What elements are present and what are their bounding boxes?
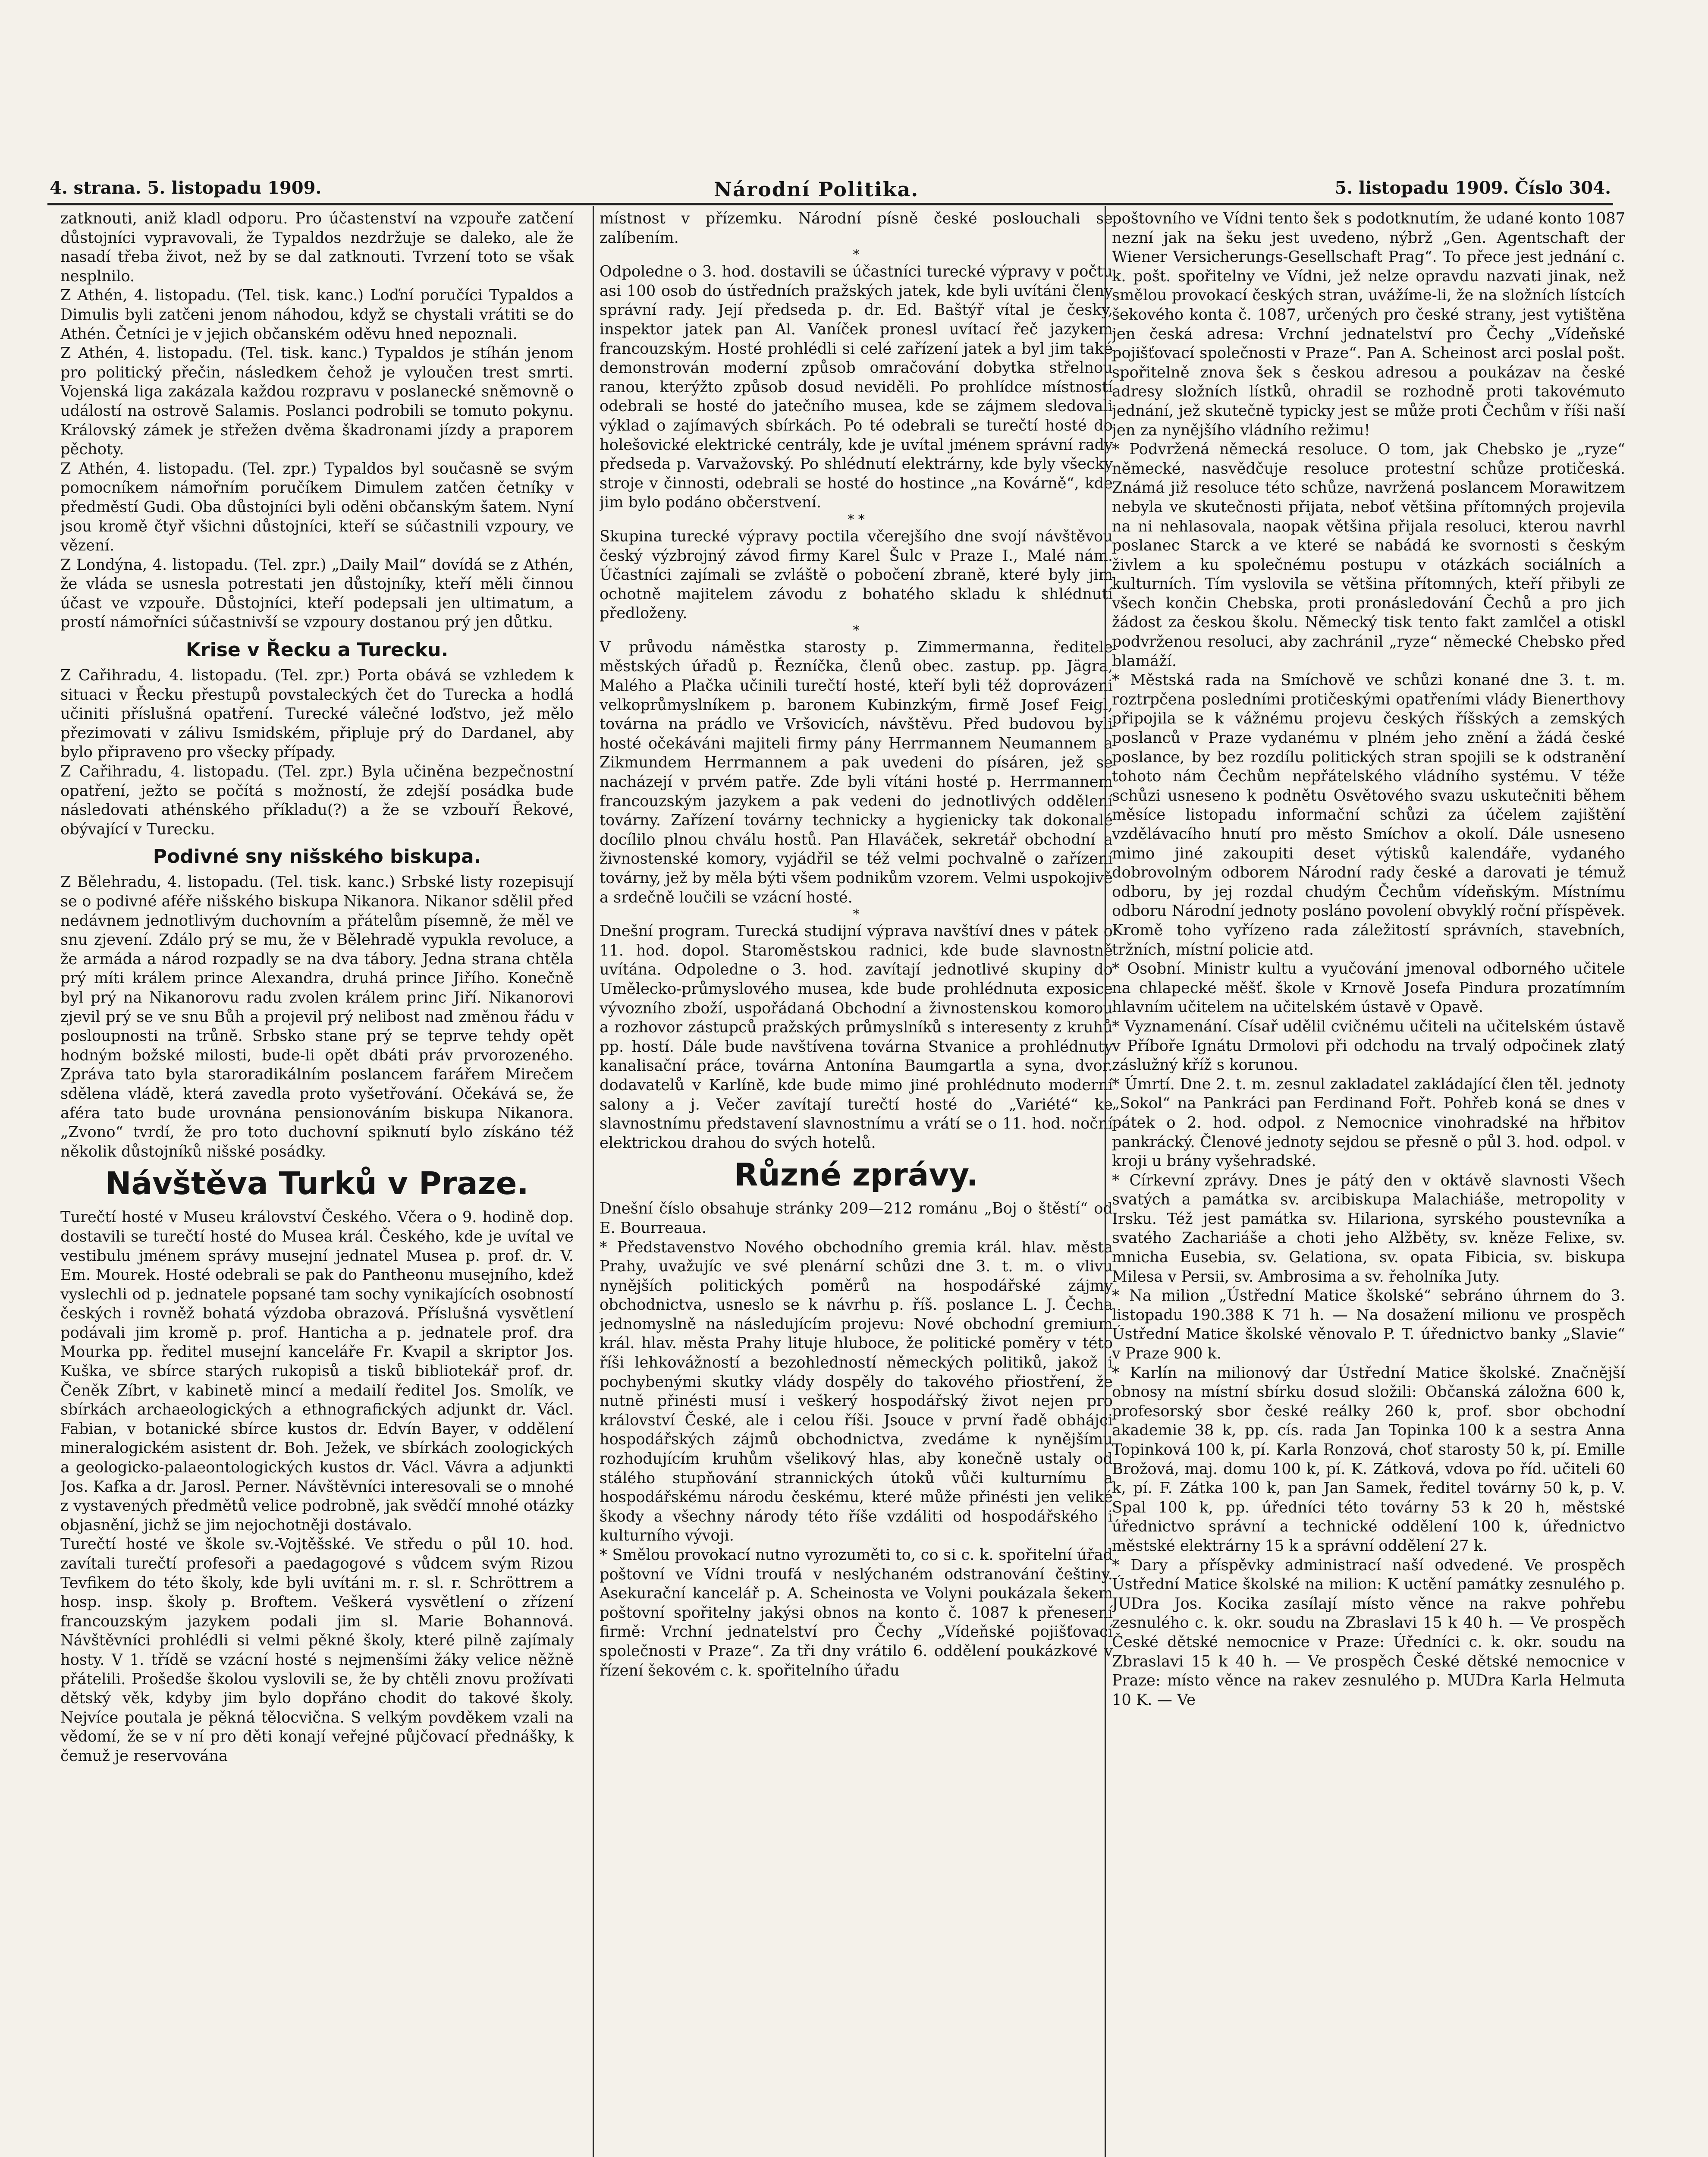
article-heading: Krise v Řecku a Turecku.: [185, 639, 449, 661]
article-paragraph: Z Bělehradu, 4. listopadu. (Tel. tisk. kanc.) Srbské listy rozepisují se o podivné aféře nišského biskupa Nikanora. Nikanor sdělil před nedávnem jednotlivým duchovním a přátelům písemně, že měl ve snu zjevení. Zdálo prý se mu, že v Bělehradě vypukla revoluce, a že armáda a národ rozpadly se na dva tábory. Jedna strana chtěla prý míti králem prince Alexandra, druhá prince Jiřího. Konečně byl prý na Nikanorovu radu zvolen králem princ Jiří. Nikanorovi zjevil prý se ve snu Bůh a projevil prý nelibost nad změnou řádu v posloupnosti na trůně. Srbsko stane prý se teprve tehdy opět hodným božské milosti, bude-li opět dbáti práv prvorozeného. Zpráva tato byla staroradikálním poslancem farářem Mirečem sdělena vládě, která zavedla proto vyšetřování. Očekává se, že aféra tato bude urovnána pensionováním biskupa Nikanora. „Zvono“ tvrdí, že pro toto duchovní spiknutí bylo získáno též několik důstojníků nišské posádky.: [60, 873, 574, 1160]
article-paragraph: Z Athén, 4. listopadu. (Tel. tisk. kanc.) Typaldos je stíhán jenom pro politický přečin, následkem čehož je vyloučen trest smrti. Vojenská liga zakázala každou rozpravu v poslanecké sněmovně o událostí na ostrově Salamis. Poslanci podrobili se tomuto pokynu. Královský zámek je střežen dvěma škadronami jízdy a praporem pěchoty.: [60, 344, 574, 459]
text-column-3: [1112, 209, 1625, 2157]
article-paragraph: poštovního ve Vídni tento šek s podotknutím, že udané konto 1087 nezní jak na šeku jest uvedeno, nýbrž „Gen. Agentschaft der Wiener Versicherungs-Gesellschaft Prag“. To přece jest jednání c. k. pošt. spořitelny ve Vídni, jež nelze opravdu nazvati jinak, než smělou provokací českých stran, uvážíme-li, že na složních lístcích šekového konta č. 1087, určených pro české strany, jest vytištěna jen česká adresa: Vrchní jednatelství pro Čechy „Vídeňské pojišťovací společnosti v Praze“. Pan A. Scheinost arci poslal pošt. spořitelně znova šek s českou adresou a poukázav na české adresy složních lístků, ohradil se rozhodně proti takovémuto jednání, jež skutečně typicky jest se může proti Čechům v říši naší jen za nynějšího vládního režimu!: [1112, 210, 1625, 439]
article-heading: Různé zprávy.: [734, 1157, 978, 1193]
article-paragraph: * Podvržená německá resoluce. O tom, jak Chebsko je „ryze“ německé, nasvědčuje resoluce protestní schůze protičeská. Známá již resoluce této schůze, navržená poslancem Morawitzem nebyla ve skutečnosti přijata, neboť většina přítomných projevila na ni nehlasovala, naopak většina přijala resoluci, kterou navrhl poslanec Starck a ve které se nabádá ke svornosti s českým živlem a ku společnému postupu v otázkách sociálních a kulturních. Tím vyslovila se většina přítomných, kteří přibyli ze všech končin Chebska, proti pronásledování Čechů a pro jich žádost za českou školu. Německý tisk tento fakt zamlčel a otiskl podvrženou resoluci, aby zachránil „ryze“ německé Chebsko před blamáží.: [1112, 440, 1625, 670]
section-separator: *: [853, 247, 860, 263]
text-column-2: [600, 209, 1113, 2157]
text-column-1: [60, 209, 574, 2157]
article-heading: Podivné sny nišského biskupa.: [153, 846, 481, 868]
section-separator: *: [853, 623, 860, 638]
article-paragraph: Z Cařihradu, 4. listopadu. (Tel. zpr.) Porta obává se vzhledem k situaci v Řecku přestupů povstaleckých čet do Turecka a hodlá učiniti příslušná opatření. Turecké válečné loďstvo, jež mělo přezimovati v zálivu Ismidském, připluje prý do Dardanel, aby bylo připraveno pro všecky případy.: [60, 667, 574, 761]
article-paragraph: * Osobní. Ministr kultu a vyučování jmenoval odborného učitele na chlapecké měšť. škole v Krnově Josefa Pindura prozatímním hlavním učitelem na učitelském ústavě v Opavě.: [1112, 960, 1625, 1016]
header-rule: [47, 203, 1613, 205]
article-paragraph: * Představenstvo Nového obchodního gremia král. hlav. města Prahy, uvažujíc ve své plenární schůzi dne 3. t. m. o vlivu nynějších politických poměrů na hospodářské zájmy obchodnictva, usneslo se k návrhu p. říš. poslance L. J. Čecha jednomyslně na následujícím projevu: Nové obchodní gremium král. hlav. města Prahy lituje hluboce, že politické poměry v této říši lehkovážností a bezohledností německých politiků, jakož i pochybenými skutky vlády dospěly do takového přiostření, že nutně přinésti musí i veškerý hospodářský život nejen pro království České, ale i celou říši. Jsouce v první řadě obhájci hospodářských zájmů obchodnictva, zvedáme k nynějšímu rozhodujícím kruhům všelikový hlas, aby konečně ustaly od stálého stupňování strannických útoků vůči kulturnímu a hospodářskému národu českému, které může přinésti jen veliké škody a všechny národy této říše vzdáliti od hospodářského i kulturního vývoji.: [600, 1238, 1113, 1545]
page-number-date: 4. strana. 5. listopadu 1909.: [50, 178, 322, 198]
article-paragraph: * Karlín na milionový dar Ústřední Matice školské. Značnější obnosy na místní sbírku dosud složili: Občanská záložna 600 k, profesorský sbor české reálky 260 k, prof. sbor obchodní akademie 38 k, pp. cís. rada Jan Topinka 100 k a sestra Anna Topinková 100 k, pí. Karla Ronzová, choť starosty 50 k, pí. Emille Brožová, maj. domu 100 k, pí. K. Zátková, vdova po říd. učiteli 60 k, pí. F. Zátka 100 k, pan Jan Samek, ředitel továrny 50 k, p. V. Spal 100 k, pp. úředníci této továrny 53 k 20 h, městské úřednictvo správní a technické oddělení 100 k, úřednictvo městské elektrárny 15 k a správní oddělení 27 k.: [1112, 1364, 1625, 1555]
article-paragraph: Z Athén, 4. listopadu. (Tel. zpr.) Typaldos byl současně se svým pomocníkem námořním poručíkem Dimulem zatčen četníky v předměstí Gudi. Oba důstojníci byli oděni občanským šatem. Nyní jsou kromě čtyř všichni důstojníci, kteří se súčastnili vzpoury, ve vězení.: [60, 459, 574, 555]
article-paragraph: * Městská rada na Smíchově ve schůzi konané dne 3. t. m. roztrpčena posledními protičeskými opatřeními vlády Bienerthovy připojila se k vážnému projevu českých říšských a zemských poslanců v Praze vydanému v plném jeho znění a žádá české poslance, by bez rozdílu politických stran spojili se k odstranění tohoto nám Čechům nepřátelského vládního systému. V téže schůzi usneseno k podnětu Osvětového svazu uskutečniti během měsíce listopadu informační schůzi za účelem zajištění vzdělávacího hnutí pro město Smíchov a okolí. Dále usneseno mimo jiné zakoupiti deset výtisků kalendáře, vydaného dobrovolným odborem Národní rady české a darovati je témuž odboru, by jej rozdal chudým Čechům vídeňským. Místnímu odboru Národní jednoty posláno povolení obvyklý roční příspěvek. Kromě toho vyřízeno rada záležitostí správních, stavebních, tržních, místní policie atd.: [1112, 671, 1625, 959]
article-paragraph: * Úmrtí. Dne 2. t. m. zesnul zakladatel zakládající člen těl. jednoty „Sokol“ na Pankráci pan Ferdinand Fořt. Pohřeb koná se dnes v pátek o 2. hod. odpol. z Nemocnice vinohradské na hřbitov pankrácký. Členové jednoty sejdou se přesně o půl 3. hod. odpol. v kroji u brány vyšehradské.: [1112, 1075, 1625, 1170]
article-paragraph: * Dary a příspěvky administrací naší odvedené. Ve prospěch Ústřední Matice školské na milion: K uctění památky zesnulého p. JUDra Jos. Kocika zasílají místo věnce na rakve pohřebu zesnulého c. k. okr. soudu na Zbraslavi 15 k 40 h. — Ve prospěch České dětské nemocnice v Praze: Úředníci c. k. okr. soudu na Zbraslavi 15 k 40 h. — Ve prospěch České dětské nemocnice v Praze: místo věnce na rakev zesnulého p. MUDra Karla Helmuta 10 K. — Ve: [1112, 1556, 1625, 1709]
article-paragraph: * Na milion „Ústřední Matice školské“ sebráno úhrnem do 3. listopadu 190.388 K 71 h. — Na dosažení milionu ve prospěch Ústřední Matice školské věnovalo P. T. úřednictvo banky „Slavie“ v Praze 900 k.: [1112, 1287, 1625, 1363]
article-heading: Návštěva Turků v Praze.: [105, 1165, 529, 1202]
article-paragraph: Odpoledne o 3. hod. dostavili se účastníci turecké výpravy v počtu asi 100 osob do ústředních pražských jatek, kde byli uvítáni členy správní rady. Její předseda p. dr. Ed. Baštýř vítal je česky, inspektor jatek pan Al. Vaníček pronesl uvítací řeč jazykem francouzským. Hosté prohlédli si celé zařízení jatek a byl jim také demonstrován moderní způsob omračování dobytka střelnou ranou, kterýžto způsob dosud neviděli. Po prohlídce místností odebrali se hosté do jatečního musea, kde se zájmem sledovali výklad o zajímavých sbírkách. Po té odebrali se turečtí hosté do holešovické elektrické centrály, kde je uvítal jménem správní rady předseda p. Varvažovský. Po shlédnutí elektrárny, kde byly všecky stroje v činnosti, odebrali se hosté do hostince „na Kovárně“, kde jim bylo podáno občerstvení.: [600, 263, 1113, 512]
article-paragraph: * Smělou provokací nutno vyrozuměti to, co si c. k. spořitelní úřad poštovní ve Vídni troufá v neslýchaném odstranování češtiny. Asekurační kancelář p. A. Scheinosta ve Volyni poukázala šekem poštovní spořitelny jakýsi obnos na konto č. 1087 k přenesení firmě: Vrchní jednatelství pro Čechy „Vídeňské pojišťovací společnosti v Praze“. Za tři dny vrátilo 6. oddělení poukázkové v řízení šekovém c. k. spořitelního úřadu: [600, 1546, 1113, 1679]
article-paragraph: * Vyznamenání. Císař udělil cvičnému učiteli na učitelském ústavě v Příboře Ignátu Drmolovi při odchodu na trvalý odpočinek zlatý záslužný kříž s korunou.: [1112, 1017, 1625, 1074]
issue-date-number: 5. listopadu 1909. Číslo 304.: [1334, 178, 1611, 198]
article-paragraph: Dnešní číslo obsahuje stránky 209—212 románu „Boj o štěstí“ od E. Bourreaua.: [600, 1200, 1113, 1237]
article-paragraph: Turečtí hosté ve škole sv.-Vojtěšské. Ve středu o půl 10. hod. zavítali turečtí profesoři a paedagogové s vůdcem svým Rizou Tevfikem do této školy, kde byli uvítáni m. r. sl. r. Schröttrem a hosp. insp. školy p. Broftem. Veškerá vysvětlení o zřízení francouzským jazykem podali jim sl. Marie Bohannová. Návštěvníci prohlédli si velmi pěkné školy, které pilně zajímaly hosty. V 1. třídě se vzácní hosté s nejmenšími žáky velice něžně přátelili. Prošedše školou vyslovili se, že by chtěli znovu prožívati dětský věk, kdyby jim bylo dopřáno chodit do takové školy. Nejvíce poutala je pěkná tělocvična. S velkým povděkem vzali na vědomí, že se v ní pro děti konají veřejné půjčovací přednášky, k čemuž je reservována: [60, 1535, 574, 1765]
column-divider: [593, 206, 594, 2157]
newspaper-masthead: Národní Politika.: [714, 178, 919, 201]
article-paragraph: místnost v přízemku. Národní písně české poslouchali se zalíbením.: [600, 210, 1113, 247]
article-paragraph: Turečtí hosté v Museu království Českého. Včera o 9. hodině dop. dostavili se turečtí hosté do Musea král. Českého, kde je uvítal ve vestibulu jménem správy musejní jednatel Musea p. prof. dr. V. Em. Mourek. Hosté odebrali se pak do Pantheonu musejního, kdež vyslechli od p. jednatele popsané tam sochy vynikajících osobností českých i rovněž bohatá výzdoba obrazová. Příslušná vysvětlení podávali jim kromě p. prof. Hanticha a p. jednatele prof. dra Mourka pp. ředitel musejní kanceláře Fr. Kvapil a skriptor Jos. Kuška, ve sbírce starých rukopisů a tisků bibliotekář prof. dr. Čeněk Zíbrt, v kabinetě mincí a medailí ředitel Jos. Smolík, ve sbírkách archaeologických a ethnografických adjunkt dr. Václ. Fabian, v botanické sbírce kustos dr. Edvín Bayer, v oddělení mineralogickém asistent dr. Boh. Ježek, ve sbírkách zoologických a geologicko-palaeontologických kustos dr. Václ. Vávra a adjunkti Jos. Kafka a dr. Jarosl. Perner. Návštěvníci interesovali se o mnohé z vystavených předmětů velice podrobně, jak svědčí mnohé otázky objasnění, jichž se jim nejochotněji dostávalo.: [60, 1208, 574, 1534]
article-paragraph: Z Athén, 4. listopadu. (Tel. tisk. kanc.) Loďní poručíci Typaldos a Dimulis byli zatčeni jenom náhodou, když se chystali vrátiti se do Athén. Četníci je v jejich občanském oděvu hned nepoznali.: [60, 286, 574, 343]
article-paragraph: V průvodu náměstka starosty p. Zimmermanna, ředitele městských úřadů p. Řezníčka, členů obec. zastup. pp. Jägra, Malého a Plačka učinili turečtí hosté, kteří byli též doprovázeni velkoprůmyslníkem p. baronem Kubinzkým, firmě Josef Feigl, továrna na prádlo ve Vršovicích, návštěvu. Před budovou byli hosté očekáváni majiteli firmy pány Herrmannem Neumannem a Zikmundem Herrmannem a pak uvedeni do písáren, jež se nacházejí v prvém patře. Zde byli vítáni hosté p. Herrmannem francouzským jazykem a pak vedeni do jednotlivých oddělení továrny. Zařízení továrny technicky a hygienicky tak dokonalé docílilo plnou chválu hostů. Pan Hlaváček, sekretář obchodní a živnostenské komory, vyjádřil se též velmi pochvalně o zařízení továrny, jež by měla býti všem podnikům vzorem. Velmi uspokojivě a srdečně loučili se vzácní hosté.: [600, 638, 1113, 906]
article-paragraph: Skupina turecké výpravy poctila včerejšího dne svojí návštěvou český výzbrojný závod firmy Karel Šulc v Praze I., Malé nám. Účastníci zajímali se zvláště o pobočení zbraně, které byly jim ochotně majitelem závodu z bohatého skladu k shlédnutí předloženy.: [600, 527, 1113, 623]
section-separator: *: [853, 907, 860, 922]
article-paragraph: Z Londýna, 4. listopadu. (Tel. zpr.) „Daily Mail“ dovídá se z Athén, že vláda se usnesla potrestati jen důstojníky, kteří měli činnou účast ve vzpouře. Důstojníci, kteří podepsali jen ultimatum, a prostí námořníci súčastnivší se vzpoury dostanou prý jen důtku.: [60, 556, 574, 632]
article-paragraph: * Církevní zprávy. Dnes je pátý den v oktávě slavnosti Všech svatých a památka sv. arcibiskupa Malachiáše, metropolity v Irsku. Též jest památka sv. Hilariona, syrského poustevníka a svatého Zachariáše a choti jeho Alžběty, sv. kněze Felixe, sv. mnicha Eusebia, sv. Gelationa, sv. opata Fibicia, sv. biskupa Milesa v Persii, sv. Ambrosima a sv. řeholníka Juty.: [1112, 1171, 1625, 1286]
article-paragraph: Z Cařihradu, 4. listopadu. (Tel. zpr.) Byla učiněna bezpečnostní opatření, ježto se počítá s možností, že zdejší posádka bude následovati athénského příkladu(?) a že se vzbouří Řekové, obývající v Turecku.: [60, 763, 574, 838]
article-paragraph: zatknouti, aniž kladl odporu. Pro účastenství na vzpouře zatčení důstojníci vypravovali, že Typaldos nezdržuje se daleko, ale že nasadí třeba život, než by se dal zatknouti. Tvrzení toto se však nesplnilo.: [60, 210, 574, 285]
article-paragraph: Dnešní program. Turecká studijní výprava navštíví dnes v pátek o 11. hod. dopol. Staroměstskou radnici, kde bude slavnostně uvítána. Odpoledne o 3. hod. zavítají jednotlivé skupiny do Umělecko-průmyslového musea, kde bude prohlédnuta exposice vývozního zboží, uspořádaná Obchodní a živnostenskou komorou a rozhovor zástupců pražských průmyslníků s interesenty z kruhů pp. hostí. Dále bude navštívena továrna Stvanice a prohlédnuty kanalisační práce, továrna Antonína Baumgartla a syna, dvor. dodavatelů v Karlíně, kde bude mimo jiné prohlédnuto moderní salony a j. Večer zavítají turečtí hosté do „Variété“ ke slavnostnímu představení slavnostnímu a vrátí se o 11. hod. noční elektrickou drahou do svých hotelů.: [600, 922, 1113, 1152]
section-separator: * *: [848, 512, 865, 527]
